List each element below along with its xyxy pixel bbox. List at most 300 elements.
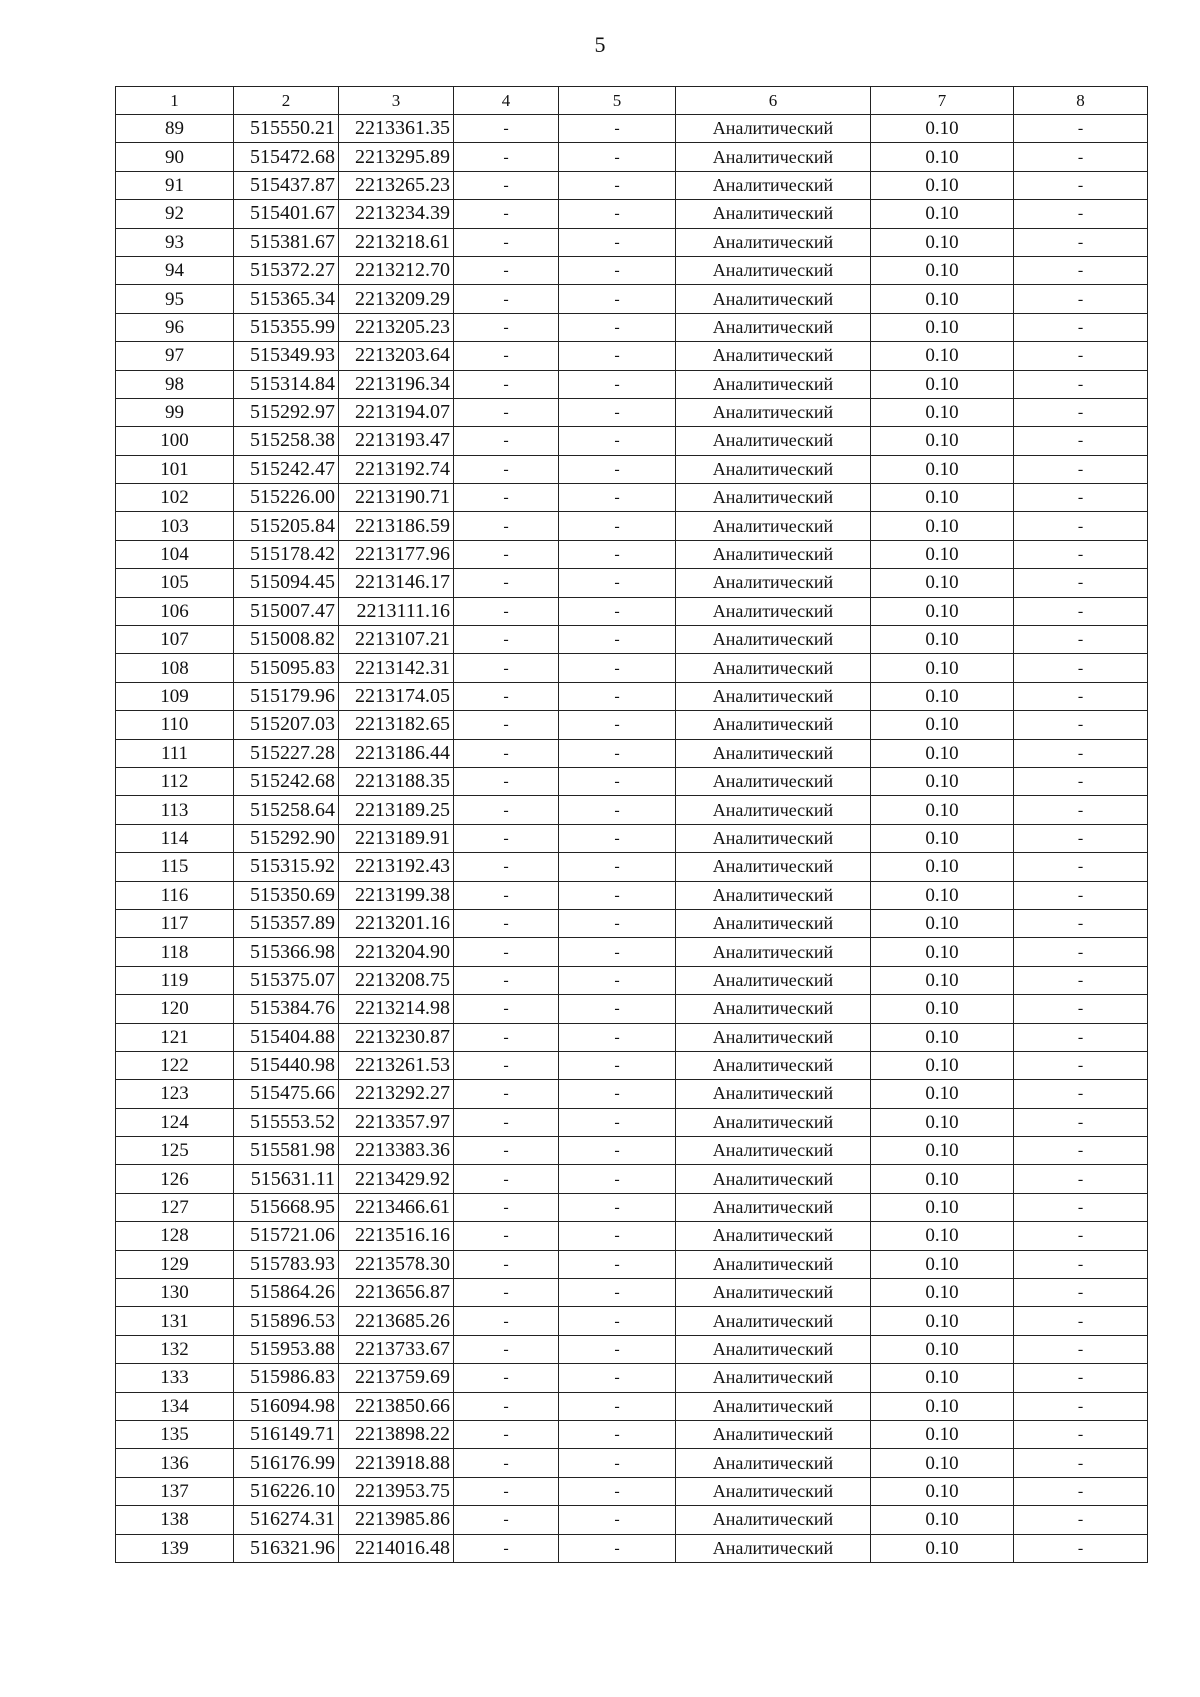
col5-cell: -: [559, 1335, 676, 1363]
y-coordinate-cell: 2213182.65: [339, 711, 454, 739]
column-header-3: 3: [339, 87, 454, 115]
y-coordinate-cell: 2213953.75: [339, 1477, 454, 1505]
y-coordinate-cell: 2213516.16: [339, 1222, 454, 1250]
col4-cell: -: [454, 455, 559, 483]
col5-cell: -: [559, 1477, 676, 1505]
point-number-cell: 130: [116, 1279, 234, 1307]
x-coordinate-cell: 515381.67: [234, 228, 339, 256]
point-number-cell: 123: [116, 1080, 234, 1108]
y-coordinate-cell: 2214016.48: [339, 1534, 454, 1562]
y-coordinate-cell: 2213918.88: [339, 1449, 454, 1477]
table-row: [116, 1534, 1148, 1562]
table-row: [116, 313, 1148, 341]
method-cell: Аналитический: [676, 143, 871, 171]
point-number-cell: 138: [116, 1506, 234, 1534]
col8-cell: -: [1014, 909, 1148, 937]
col4-cell: -: [454, 1250, 559, 1278]
method-cell: Аналитический: [676, 966, 871, 994]
y-coordinate-cell: 2213204.90: [339, 938, 454, 966]
method-cell: Аналитический: [676, 711, 871, 739]
x-coordinate-cell: 515896.53: [234, 1307, 339, 1335]
x-coordinate-cell: 515404.88: [234, 1023, 339, 1051]
table-row: [116, 1364, 1148, 1392]
col4-cell: -: [454, 484, 559, 512]
method-cell: Аналитический: [676, 626, 871, 654]
method-cell: Аналитический: [676, 285, 871, 313]
x-coordinate-cell: 515472.68: [234, 143, 339, 171]
y-coordinate-cell: 2213146.17: [339, 569, 454, 597]
col5-cell: -: [559, 1193, 676, 1221]
col5-cell: -: [559, 171, 676, 199]
method-cell: Аналитический: [676, 1449, 871, 1477]
y-coordinate-cell: 2213292.27: [339, 1080, 454, 1108]
point-number-cell: 89: [116, 115, 234, 143]
x-coordinate-cell: 515350.69: [234, 881, 339, 909]
col8-cell: -: [1014, 1279, 1148, 1307]
accuracy-cell: 0.10: [871, 1080, 1014, 1108]
accuracy-cell: 0.10: [871, 711, 1014, 739]
table-row: [116, 1335, 1148, 1363]
col4-cell: -: [454, 1023, 559, 1051]
point-number-cell: 120: [116, 995, 234, 1023]
column-header-4: 4: [454, 87, 559, 115]
col5-cell: -: [559, 1449, 676, 1477]
table-row: [116, 966, 1148, 994]
method-cell: Аналитический: [676, 1335, 871, 1363]
accuracy-cell: 0.10: [871, 370, 1014, 398]
col4-cell: -: [454, 1279, 559, 1307]
method-cell: Аналитический: [676, 1080, 871, 1108]
col4-cell: -: [454, 767, 559, 795]
col4-cell: -: [454, 1137, 559, 1165]
point-number-cell: 112: [116, 767, 234, 795]
col5-cell: -: [559, 427, 676, 455]
y-coordinate-cell: 2213578.30: [339, 1250, 454, 1278]
column-header-7: 7: [871, 87, 1014, 115]
x-coordinate-cell: 515007.47: [234, 597, 339, 625]
method-cell: Аналитический: [676, 115, 871, 143]
col5-cell: -: [559, 285, 676, 313]
table-row: [116, 767, 1148, 795]
column-header-5: 5: [559, 87, 676, 115]
col4-cell: -: [454, 1364, 559, 1392]
accuracy-cell: 0.10: [871, 228, 1014, 256]
column-header-6: 6: [676, 87, 871, 115]
point-number-cell: 125: [116, 1137, 234, 1165]
col5-cell: -: [559, 540, 676, 568]
method-cell: Аналитический: [676, 1250, 871, 1278]
method-cell: Аналитический: [676, 767, 871, 795]
point-number-cell: 132: [116, 1335, 234, 1363]
point-number-cell: 115: [116, 853, 234, 881]
accuracy-cell: 0.10: [871, 1506, 1014, 1534]
col4-cell: -: [454, 256, 559, 284]
accuracy-cell: 0.10: [871, 1108, 1014, 1136]
method-cell: Аналитический: [676, 1051, 871, 1079]
method-cell: Аналитический: [676, 427, 871, 455]
method-cell: Аналитический: [676, 200, 871, 228]
method-cell: Аналитический: [676, 1108, 871, 1136]
col5-cell: -: [559, 1279, 676, 1307]
y-coordinate-cell: 2213142.31: [339, 654, 454, 682]
x-coordinate-cell: 515581.98: [234, 1137, 339, 1165]
method-cell: Аналитический: [676, 342, 871, 370]
col4-cell: -: [454, 853, 559, 881]
method-cell: Аналитический: [676, 654, 871, 682]
col8-cell: -: [1014, 711, 1148, 739]
col4-cell: -: [454, 228, 559, 256]
point-number-cell: 122: [116, 1051, 234, 1079]
col5-cell: -: [559, 228, 676, 256]
x-coordinate-cell: 515553.52: [234, 1108, 339, 1136]
method-cell: Аналитический: [676, 739, 871, 767]
x-coordinate-cell: 515401.67: [234, 200, 339, 228]
col8-cell: -: [1014, 200, 1148, 228]
col4-cell: -: [454, 540, 559, 568]
y-coordinate-cell: 2213189.91: [339, 824, 454, 852]
col8-cell: -: [1014, 398, 1148, 426]
method-cell: Аналитический: [676, 370, 871, 398]
table-row: [116, 682, 1148, 710]
x-coordinate-cell: 516274.31: [234, 1506, 339, 1534]
table-row: [116, 115, 1148, 143]
x-coordinate-cell: 515357.89: [234, 909, 339, 937]
table-row: [116, 540, 1148, 568]
x-coordinate-cell: 515986.83: [234, 1364, 339, 1392]
col4-cell: -: [454, 739, 559, 767]
y-coordinate-cell: 2213199.38: [339, 881, 454, 909]
y-coordinate-cell: 2213111.16: [339, 597, 454, 625]
col4-cell: -: [454, 626, 559, 654]
point-number-cell: 129: [116, 1250, 234, 1278]
table-row: [116, 1080, 1148, 1108]
table-row: [116, 824, 1148, 852]
accuracy-cell: 0.10: [871, 1165, 1014, 1193]
col8-cell: -: [1014, 1420, 1148, 1448]
y-coordinate-cell: 2213261.53: [339, 1051, 454, 1079]
col8-cell: -: [1014, 1137, 1148, 1165]
y-coordinate-cell: 2213295.89: [339, 143, 454, 171]
accuracy-cell: 0.10: [871, 1193, 1014, 1221]
y-coordinate-cell: 2213177.96: [339, 540, 454, 568]
method-cell: Аналитический: [676, 682, 871, 710]
col4-cell: -: [454, 966, 559, 994]
col5-cell: -: [559, 1534, 676, 1562]
y-coordinate-cell: 2213214.98: [339, 995, 454, 1023]
col5-cell: -: [559, 682, 676, 710]
y-coordinate-cell: 2213898.22: [339, 1420, 454, 1448]
point-number-cell: 104: [116, 540, 234, 568]
table-row: [116, 1193, 1148, 1221]
table-row: [116, 1051, 1148, 1079]
y-coordinate-cell: 2213192.43: [339, 853, 454, 881]
x-coordinate-cell: 515179.96: [234, 682, 339, 710]
x-coordinate-cell: 515631.11: [234, 1165, 339, 1193]
y-coordinate-cell: 2213189.25: [339, 796, 454, 824]
col5-cell: -: [559, 342, 676, 370]
col8-cell: -: [1014, 569, 1148, 597]
method-cell: Аналитический: [676, 313, 871, 341]
x-coordinate-cell: 515315.92: [234, 853, 339, 881]
point-number-cell: 102: [116, 484, 234, 512]
col5-cell: -: [559, 711, 676, 739]
col4-cell: -: [454, 995, 559, 1023]
method-cell: Аналитический: [676, 881, 871, 909]
x-coordinate-cell: 515349.93: [234, 342, 339, 370]
col8-cell: -: [1014, 313, 1148, 341]
coordinates-table: [115, 86, 1148, 1563]
col8-cell: -: [1014, 228, 1148, 256]
y-coordinate-cell: 2213107.21: [339, 626, 454, 654]
table-row: [116, 597, 1148, 625]
col5-cell: -: [559, 1307, 676, 1335]
table-body: [116, 87, 1148, 1563]
col4-cell: -: [454, 569, 559, 597]
point-number-cell: 117: [116, 909, 234, 937]
x-coordinate-cell: 515226.00: [234, 484, 339, 512]
col5-cell: -: [559, 796, 676, 824]
col8-cell: -: [1014, 1080, 1148, 1108]
point-number-cell: 139: [116, 1534, 234, 1562]
y-coordinate-cell: 2213685.26: [339, 1307, 454, 1335]
col8-cell: -: [1014, 995, 1148, 1023]
method-cell: Аналитический: [676, 853, 871, 881]
col4-cell: -: [454, 342, 559, 370]
x-coordinate-cell: 515207.03: [234, 711, 339, 739]
x-coordinate-cell: 515178.42: [234, 540, 339, 568]
method-cell: Аналитический: [676, 1477, 871, 1505]
table-row: [116, 1023, 1148, 1051]
col5-cell: -: [559, 370, 676, 398]
method-cell: Аналитический: [676, 569, 871, 597]
col4-cell: -: [454, 881, 559, 909]
y-coordinate-cell: 2213218.61: [339, 228, 454, 256]
col8-cell: -: [1014, 285, 1148, 313]
method-cell: Аналитический: [676, 938, 871, 966]
x-coordinate-cell: 515437.87: [234, 171, 339, 199]
method-cell: Аналитический: [676, 171, 871, 199]
col5-cell: -: [559, 569, 676, 597]
col8-cell: -: [1014, 1392, 1148, 1420]
col5-cell: -: [559, 1250, 676, 1278]
x-coordinate-cell: 515375.07: [234, 966, 339, 994]
col8-cell: -: [1014, 881, 1148, 909]
x-coordinate-cell: 515365.34: [234, 285, 339, 313]
point-number-cell: 95: [116, 285, 234, 313]
method-cell: Аналитический: [676, 995, 871, 1023]
table-row: [116, 512, 1148, 540]
accuracy-cell: 0.10: [871, 342, 1014, 370]
accuracy-cell: 0.10: [871, 171, 1014, 199]
x-coordinate-cell: 515094.45: [234, 569, 339, 597]
point-number-cell: 111: [116, 739, 234, 767]
col5-cell: -: [559, 995, 676, 1023]
col4-cell: -: [454, 909, 559, 937]
col4-cell: -: [454, 796, 559, 824]
y-coordinate-cell: 2213357.97: [339, 1108, 454, 1136]
col4-cell: -: [454, 143, 559, 171]
accuracy-cell: 0.10: [871, 1392, 1014, 1420]
point-number-cell: 93: [116, 228, 234, 256]
accuracy-cell: 0.10: [871, 285, 1014, 313]
accuracy-cell: 0.10: [871, 767, 1014, 795]
col8-cell: -: [1014, 1449, 1148, 1477]
table-row: [116, 143, 1148, 171]
table-row: [116, 1477, 1148, 1505]
col5-cell: -: [559, 455, 676, 483]
table-row: [116, 256, 1148, 284]
col4-cell: -: [454, 1165, 559, 1193]
y-coordinate-cell: 2213193.47: [339, 427, 454, 455]
method-cell: Аналитический: [676, 1193, 871, 1221]
point-number-cell: 126: [116, 1165, 234, 1193]
col4-cell: -: [454, 1534, 559, 1562]
col5-cell: -: [559, 398, 676, 426]
table-row: [116, 228, 1148, 256]
col8-cell: -: [1014, 1534, 1148, 1562]
point-number-cell: 128: [116, 1222, 234, 1250]
accuracy-cell: 0.10: [871, 909, 1014, 937]
col4-cell: -: [454, 1420, 559, 1448]
table-header-row: [116, 87, 1148, 115]
col8-cell: -: [1014, 626, 1148, 654]
col8-cell: -: [1014, 143, 1148, 171]
method-cell: Аналитический: [676, 540, 871, 568]
col5-cell: -: [559, 597, 676, 625]
method-cell: Аналитический: [676, 256, 871, 284]
table-row: [116, 654, 1148, 682]
method-cell: Аналитический: [676, 796, 871, 824]
accuracy-cell: 0.10: [871, 626, 1014, 654]
col5-cell: -: [559, 767, 676, 795]
x-coordinate-cell: 515095.83: [234, 654, 339, 682]
y-coordinate-cell: 2213192.74: [339, 455, 454, 483]
y-coordinate-cell: 2213194.07: [339, 398, 454, 426]
x-coordinate-cell: 515258.64: [234, 796, 339, 824]
col4-cell: -: [454, 115, 559, 143]
accuracy-cell: 0.10: [871, 200, 1014, 228]
table-row: [116, 1392, 1148, 1420]
method-cell: Аналитический: [676, 1307, 871, 1335]
point-number-cell: 92: [116, 200, 234, 228]
col8-cell: -: [1014, 512, 1148, 540]
point-number-cell: 97: [116, 342, 234, 370]
y-coordinate-cell: 2213466.61: [339, 1193, 454, 1221]
col5-cell: -: [559, 1137, 676, 1165]
col5-cell: -: [559, 1420, 676, 1448]
method-cell: Аналитический: [676, 1420, 871, 1448]
accuracy-cell: 0.10: [871, 1364, 1014, 1392]
x-coordinate-cell: 515384.76: [234, 995, 339, 1023]
col8-cell: -: [1014, 824, 1148, 852]
col4-cell: -: [454, 313, 559, 341]
col5-cell: -: [559, 654, 676, 682]
y-coordinate-cell: 2213759.69: [339, 1364, 454, 1392]
col5-cell: -: [559, 853, 676, 881]
col5-cell: -: [559, 1165, 676, 1193]
x-coordinate-cell: 515864.26: [234, 1279, 339, 1307]
col8-cell: -: [1014, 767, 1148, 795]
accuracy-cell: 0.10: [871, 654, 1014, 682]
col8-cell: -: [1014, 597, 1148, 625]
col8-cell: -: [1014, 484, 1148, 512]
y-coordinate-cell: 2213429.92: [339, 1165, 454, 1193]
col4-cell: -: [454, 1193, 559, 1221]
point-number-cell: 134: [116, 1392, 234, 1420]
col8-cell: -: [1014, 1335, 1148, 1363]
col8-cell: -: [1014, 455, 1148, 483]
x-coordinate-cell: 515008.82: [234, 626, 339, 654]
table-row: [116, 711, 1148, 739]
point-number-cell: 99: [116, 398, 234, 426]
point-number-cell: 127: [116, 1193, 234, 1221]
col5-cell: -: [559, 739, 676, 767]
table-row: [116, 1222, 1148, 1250]
col5-cell: -: [559, 512, 676, 540]
column-header-1: 1: [116, 87, 234, 115]
y-coordinate-cell: 2213985.86: [339, 1506, 454, 1534]
table-row: [116, 342, 1148, 370]
accuracy-cell: 0.10: [871, 739, 1014, 767]
col8-cell: -: [1014, 938, 1148, 966]
x-coordinate-cell: 516094.98: [234, 1392, 339, 1420]
col5-cell: -: [559, 1023, 676, 1051]
col8-cell: -: [1014, 370, 1148, 398]
col4-cell: -: [454, 654, 559, 682]
x-coordinate-cell: 515783.93: [234, 1250, 339, 1278]
accuracy-cell: 0.10: [871, 1023, 1014, 1051]
y-coordinate-cell: 2213265.23: [339, 171, 454, 199]
col8-cell: -: [1014, 342, 1148, 370]
page-number: 5: [594, 32, 606, 57]
x-coordinate-cell: 515292.90: [234, 824, 339, 852]
method-cell: Аналитический: [676, 228, 871, 256]
col8-cell: -: [1014, 682, 1148, 710]
point-number-cell: 121: [116, 1023, 234, 1051]
point-number-cell: 108: [116, 654, 234, 682]
y-coordinate-cell: 2213188.35: [339, 767, 454, 795]
col8-cell: -: [1014, 540, 1148, 568]
method-cell: Аналитический: [676, 824, 871, 852]
y-coordinate-cell: 2213850.66: [339, 1392, 454, 1420]
x-coordinate-cell: 515372.27: [234, 256, 339, 284]
point-number-cell: 96: [116, 313, 234, 341]
accuracy-cell: 0.10: [871, 597, 1014, 625]
accuracy-cell: 0.10: [871, 569, 1014, 597]
accuracy-cell: 0.10: [871, 512, 1014, 540]
col5-cell: -: [559, 966, 676, 994]
col4-cell: -: [454, 1335, 559, 1363]
col5-cell: -: [559, 1108, 676, 1136]
y-coordinate-cell: 2213209.29: [339, 285, 454, 313]
col5-cell: -: [559, 200, 676, 228]
point-number-cell: 124: [116, 1108, 234, 1136]
x-coordinate-cell: 515668.95: [234, 1193, 339, 1221]
col4-cell: -: [454, 1449, 559, 1477]
point-number-cell: 105: [116, 569, 234, 597]
col8-cell: -: [1014, 1250, 1148, 1278]
point-number-cell: 110: [116, 711, 234, 739]
x-coordinate-cell: 515314.84: [234, 370, 339, 398]
accuracy-cell: 0.10: [871, 1250, 1014, 1278]
point-number-cell: 116: [116, 881, 234, 909]
point-number-cell: 114: [116, 824, 234, 852]
x-coordinate-cell: 515292.97: [234, 398, 339, 426]
point-number-cell: 136: [116, 1449, 234, 1477]
y-coordinate-cell: 2213234.39: [339, 200, 454, 228]
col4-cell: -: [454, 398, 559, 426]
x-coordinate-cell: 515440.98: [234, 1051, 339, 1079]
